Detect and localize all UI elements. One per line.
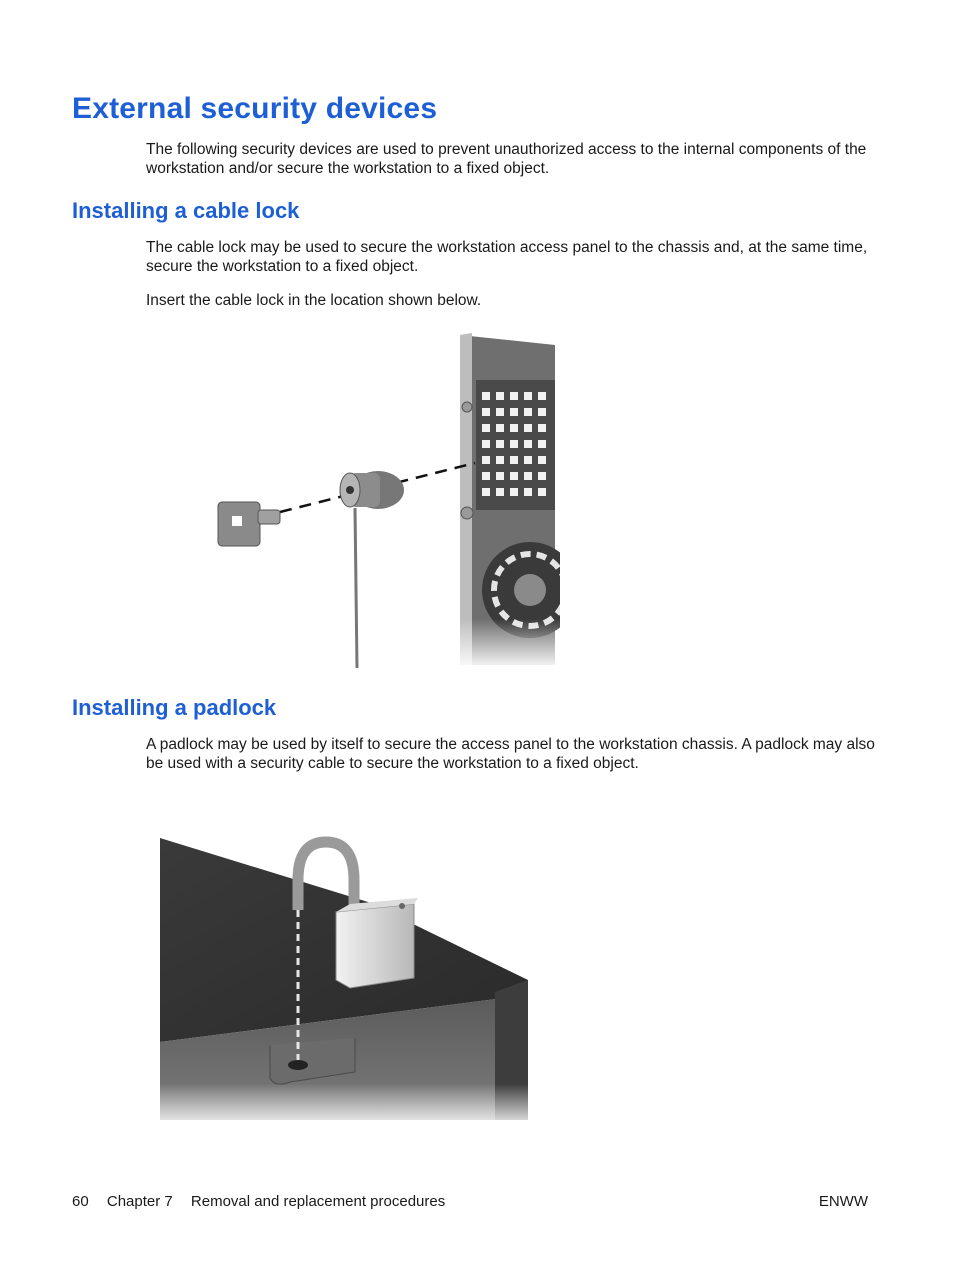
- padlock-heading: Installing a padlock: [72, 695, 277, 720]
- padlock-illustration: [150, 820, 540, 1130]
- chassis-panel: [460, 330, 560, 670]
- page-number: 60: [72, 1193, 89, 1210]
- page-title: External security devices: [72, 92, 438, 125]
- cable-lock-illustration: [210, 330, 560, 670]
- doc-code: ENWW: [818, 1193, 868, 1210]
- padlock-paragraph: A padlock may be used by itself to secure the access panel to the workstation chassis. A padlock may also be used with a security cable to secure the workstation to a fixed object.: [146, 736, 875, 772]
- cable-lock: [340, 471, 404, 668]
- lock-key: [218, 502, 280, 546]
- cable-lock-heading: Installing a cable lock: [72, 198, 300, 223]
- chapter-label: Chapter 7: [106, 1193, 173, 1210]
- cable-lock-paragraph: The cable lock may be used to secure the workstation access panel to the chassis and, at the same time, secure the workstation to a fixed object.: [146, 239, 868, 275]
- chapter-title: Removal and replacement procedures: [190, 1193, 446, 1210]
- intro-paragraph: The following security devices are used to prevent unauthorized access to the internal components of the workstation and/or secure the workstation to a fixed object.: [146, 141, 867, 177]
- cable-lock-instruction: Insert the cable lock in the location shown below.: [146, 292, 482, 309]
- page-footer: [72, 1193, 868, 1210]
